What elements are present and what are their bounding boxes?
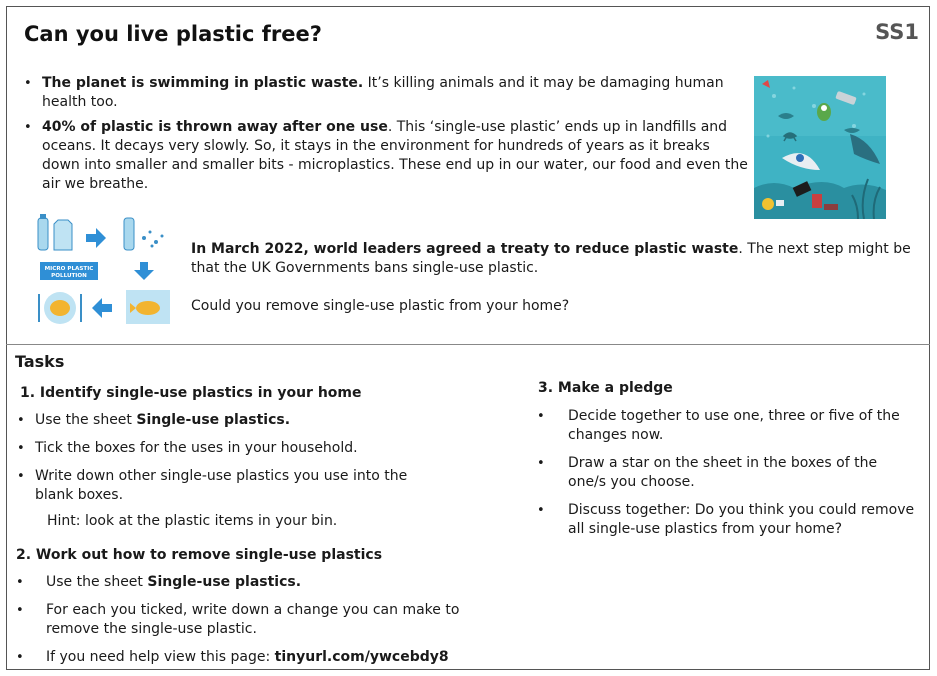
- intro-bullet-bold: 40% of plastic is thrown away after one use: [42, 119, 388, 135]
- page-title: Can you live plastic free?: [24, 22, 322, 46]
- treaty-text: . The next step might be that the UK Governments bans single-use plastic.: [191, 241, 911, 276]
- treaty-paragraph: [191, 240, 921, 278]
- task1-item: [17, 467, 447, 505]
- intro-bullet: [24, 118, 749, 194]
- intro-bullets: [24, 74, 749, 200]
- task3-list: [537, 407, 917, 548]
- item-text: For each you ticked, write down a change you can make to remove the single-use plastic.: [46, 602, 460, 637]
- intro-bullet-text: It’s killing animals and it may be damaging human health too.: [42, 75, 724, 110]
- task1-item: [17, 439, 447, 458]
- intro-bullet-text: . This ‘single-use plastic’ ends up in landfills and oceans. It decays very slowly. So, it stays in the environment for hundreds of years as it breaks down into smaller and smaller bits - microplastics. These end up in our water, our food and even the air we breathe.: [42, 119, 748, 192]
- micro-plastic-infographic: [32, 212, 176, 330]
- item-text: Draw a star on the sheet in the boxes of the one/s you choose.: [568, 455, 878, 490]
- plastic-bottle-icon: [38, 214, 48, 250]
- task1-title: 1. Identify single-use plastics in your home: [20, 385, 362, 401]
- task2-item: [16, 573, 466, 592]
- task1-list: [17, 411, 447, 514]
- intro-bullet-bold: The planet is swimming in plastic waste.: [42, 75, 364, 91]
- task1-hint: Hint: look at the plastic items in your bin.: [47, 513, 338, 529]
- task1-item: [17, 411, 447, 430]
- task2-list: [16, 573, 466, 676]
- item-text: Discuss together: Do you think you could remove all single-use plastics from your home?: [568, 502, 915, 537]
- question-text: Could you remove single-use plastic from your home?: [191, 298, 570, 314]
- infographic-label-line1: MICRO PLASTIC: [44, 266, 94, 272]
- infographic-label-line2: POLLUTION: [51, 273, 87, 279]
- help-link[interactable]: tinyurl.com/ywcebdy8: [274, 649, 449, 665]
- item-text: If you need help view this page:: [46, 649, 275, 665]
- item-text: Tick the boxes for the uses in your household.: [35, 440, 358, 456]
- task3-title: 3. Make a pledge: [538, 380, 673, 396]
- ocean-plastic-illustration: [754, 76, 886, 219]
- task2-item: [16, 648, 466, 667]
- item-text: Decide together to use one, three or five of the changes now.: [568, 408, 900, 443]
- task2-title: 2. Work out how to remove single-use plastics: [16, 547, 383, 563]
- intro-bullet: [24, 74, 749, 112]
- tasks-heading: Tasks: [15, 352, 65, 371]
- treaty-bold: In March 2022, world leaders agreed a treaty to reduce plastic waste: [191, 241, 739, 257]
- item-bold: Single-use plastics.: [147, 574, 302, 590]
- item-text: Write down other single-use plastics you use into the blank boxes.: [35, 468, 408, 503]
- section-divider: [6, 344, 930, 345]
- task3-item: [537, 454, 917, 492]
- item-text: Use the sheet: [35, 412, 137, 428]
- task3-item: [537, 407, 917, 445]
- task2-item: [16, 601, 466, 639]
- item-text: Use the sheet: [46, 574, 148, 590]
- sheet-code: SS1: [875, 20, 919, 44]
- item-bold: Single-use plastics.: [136, 412, 291, 428]
- task3-item: [537, 501, 917, 539]
